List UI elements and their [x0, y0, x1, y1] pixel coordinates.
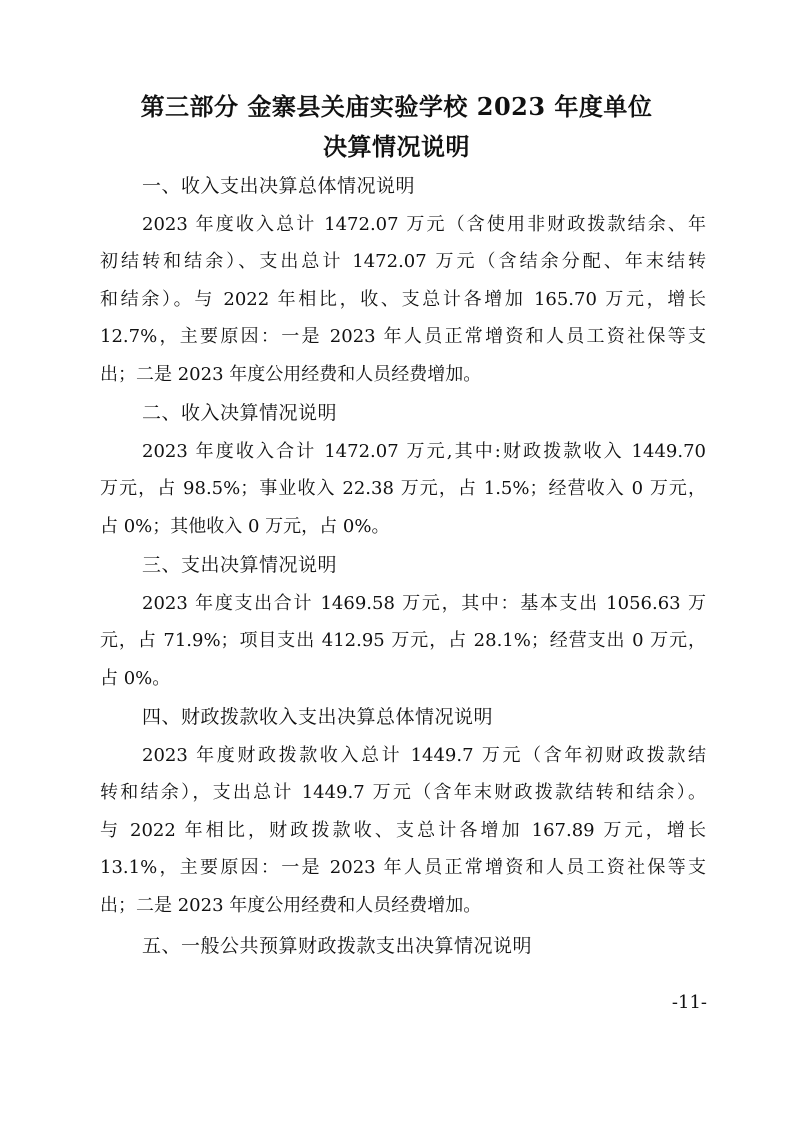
section-2-line-1: 2023 年度收入合计 1472.07 万元,其中:财政拨款收入 1449.70: [142, 441, 706, 462]
document-title-line-1: 第三部分 金寨县关庙实验学校 2023 年度单位: [140, 92, 653, 121]
section-4-line-1: 2023 年度财政拨款收入总计 1449.7 万元（含年初财政拨款结: [142, 745, 706, 766]
page-number: -11-: [671, 992, 707, 1013]
section-2-line-3: 占 0%；其他收入 0 万元，占 0%。: [100, 516, 390, 537]
section-4-line-4: 13.1%，主要原因：一是 2023 年人员正常增资和人员工资社保等支: [100, 857, 706, 878]
section-3-line-2: 元，占 71.9%；项目支出 412.95 万元，占 28.1%；经营支出 0 万元，: [100, 630, 706, 651]
section-1-line-4: 12.7%，主要原因：一是 2023 年人员正常增资和人员工资社保等支: [100, 326, 706, 347]
section-2-line-2: 万元，占 98.5%；事业收入 22.38 万元，占 1.5%；经营收入 0 万元，: [100, 478, 706, 499]
section-3-line-3: 占 0%。: [100, 668, 171, 689]
section-1-line-2: 初结转和结余）、支出总计 1472.07 万元（含结余分配、年末结转: [100, 251, 706, 272]
section-4-line-2: 转和结余），支出总计 1449.7 万元（含年末财政拨款结转和结余）。: [100, 782, 706, 803]
document-title-line-2: 决算情况说明: [323, 132, 470, 161]
section-1-heading: 一、收入支出决算总体情况说明: [142, 175, 416, 197]
section-4-line-5: 出；二是 2023 年度公用经费和人员经费增加。: [100, 895, 482, 916]
section-1-line-3: 和结余）。与 2022 年相比，收、支总计各增加 165.70 万元，增长: [100, 289, 706, 310]
section-4-line-3: 与 2022 年相比，财政拨款收、支总计各增加 167.89 万元，增长: [100, 820, 706, 841]
section-4-heading: 四、财政拨款收入支出决算总体情况说明: [142, 706, 494, 728]
section-5-heading: 五、一般公共预算财政拨款支出决算情况说明: [142, 935, 533, 957]
section-3-heading: 三、支出决算情况说明: [142, 554, 338, 576]
section-1-line-1: 2023 年度收入总计 1472.07 万元（含使用非财政拨款结余、年: [142, 214, 706, 235]
section-3-line-1: 2023 年度支出合计 1469.58 万元，其中：基本支出 1056.63 万: [142, 593, 706, 614]
section-2-heading: 二、收入决算情况说明: [142, 402, 338, 424]
section-1-line-5: 出；二是 2023 年度公用经费和人员经费增加。: [100, 364, 482, 385]
